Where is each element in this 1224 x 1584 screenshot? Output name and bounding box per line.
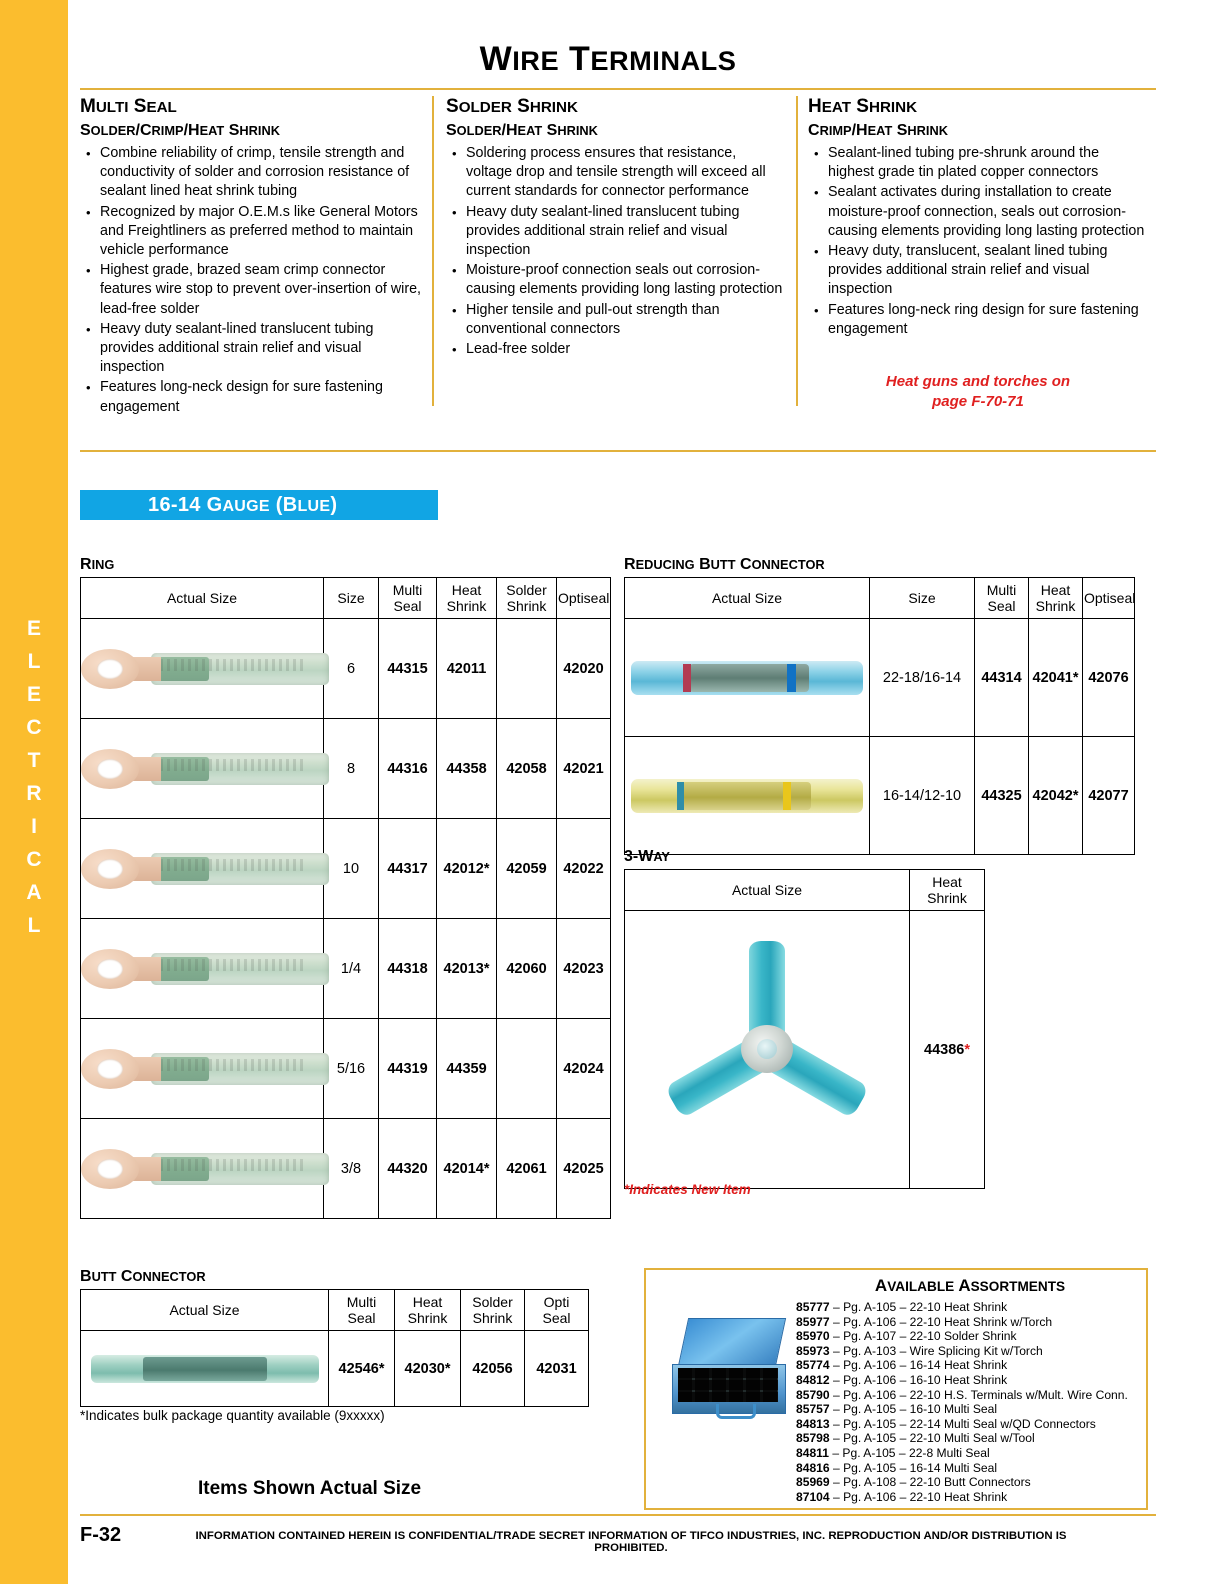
table-row — [81, 1119, 611, 1219]
cell-optiseal: 42076 — [1083, 619, 1135, 737]
col-heat-shrink-line2: Shrink — [927, 890, 967, 906]
cell-heat-shrink: 42013* — [437, 919, 497, 1019]
assortment-description: – Pg. A-108 – 22-10 Butt Connectors — [829, 1475, 1031, 1490]
cell-solder-shrink: 42058 — [497, 719, 557, 819]
reducing-butt-table — [624, 577, 1135, 855]
cell-heat-shrink: 42041* — [1029, 619, 1083, 737]
assortment-code: 85973 — [796, 1343, 830, 1358]
feature-subheading: SOLDER/CRIMP/HEAT SHRINK — [80, 122, 280, 139]
assortment-description: – Pg. A-105 – 22-8 Multi Seal — [828, 1445, 990, 1460]
list-item: • Sealant-lined tubing pre-shrunk around the highest grade tin plated copper connectors — [808, 144, 1148, 182]
assortments-list — [796, 1300, 1146, 1504]
assortment-description: – Pg. A-106 – 16-10 Heat Shrink — [829, 1372, 1008, 1387]
assortment-row — [796, 1388, 1146, 1403]
col-solder-shrink — [461, 1290, 525, 1331]
heat-guns-note — [808, 372, 1148, 412]
assortment-code: 84813 — [796, 1416, 830, 1431]
cell-multi-seal: 44320 — [379, 1119, 437, 1219]
cell-solder-shrink — [497, 1019, 557, 1119]
cell-multi-seal: 42546* — [329, 1331, 395, 1407]
table-row — [81, 719, 611, 819]
assortment-description: – Pg. A-107 – 22-10 Solder Shrink — [829, 1329, 1017, 1344]
list-item: • Higher tensile and pull-out strength than conventional connectors — [446, 301, 784, 339]
assortment-code: 85790 — [796, 1387, 830, 1402]
side-tab-letter: T — [27, 749, 41, 772]
product-image-reducing-butt-blue — [625, 619, 870, 737]
assortment-description: – Pg. A-105 – 16-10 Multi Seal — [829, 1402, 998, 1417]
col-solder-shrink — [497, 578, 557, 619]
new-item-note: *Indicates New Item — [624, 1182, 751, 1197]
feature-column-heat-shrink — [808, 96, 1148, 340]
cell-heat-shrink: 44359 — [437, 1019, 497, 1119]
col-size: Size — [870, 578, 975, 619]
column-divider — [796, 96, 798, 406]
cell-multi-seal: 44317 — [379, 819, 437, 919]
cell-multi-seal: 44325 — [975, 737, 1029, 855]
feature-heading: HEAT SHRINK — [808, 96, 918, 117]
list-item: • Highest grade, brazed seam crimp connector features wire stop to prevent over-insertion of wire, lead-free solder — [80, 261, 428, 319]
three-way-table-title: 3-WAY — [624, 848, 670, 865]
cell-multi-seal: 44314 — [975, 619, 1029, 737]
electrical-side-tab — [0, 0, 68, 1584]
assortment-code: 85970 — [796, 1329, 830, 1344]
assortment-code: 84812 — [796, 1372, 830, 1387]
table-row — [81, 919, 611, 1019]
bulk-package-note: *Indicates bulk package quantity available (9xxxxx) — [80, 1408, 385, 1423]
reducing-butt-connector-section — [624, 556, 1134, 855]
assortment-case-image — [670, 1318, 788, 1426]
cell-opti-seal: 42031 — [525, 1331, 589, 1407]
cell-size: 5/16 — [324, 1019, 379, 1119]
assortment-row — [796, 1417, 1146, 1432]
assortment-description: – Pg. A-106 – 22-10 H.S. Terminals w/Mult. Wire Conn. — [829, 1387, 1128, 1402]
assortment-row — [796, 1344, 1146, 1359]
list-item: • Heavy duty sealant-lined translucent tubing provides additional strain relief and visual inspection — [446, 203, 784, 261]
assortment-row — [796, 1315, 1146, 1330]
product-image-ring-terminal — [81, 619, 324, 719]
list-item: • Moisture-proof connection seals out corrosion-causing elements providing long lasting protection — [446, 261, 784, 299]
col-heat-shrink-line1: Heat — [412, 1294, 443, 1310]
col-multi-seal — [379, 578, 437, 619]
column-divider — [432, 96, 434, 406]
cell-heat-shrink: 42012* — [437, 819, 497, 919]
product-image-ring-terminal — [81, 919, 324, 1019]
assortment-code: 85774 — [796, 1358, 830, 1373]
col-heat-shrink-line2: Shrink — [446, 598, 487, 614]
col-opti-seal-line1: Opti — [543, 1294, 570, 1310]
side-tab-letter: L — [27, 914, 41, 937]
assortment-description: – Pg. A-103 – Wire Splicing Kit w/Torch — [829, 1343, 1043, 1358]
side-tab-letter: E — [26, 617, 41, 640]
assortment-row — [796, 1475, 1146, 1490]
heat-guns-note-line2: page F-70-71 — [932, 393, 1024, 410]
col-multi-seal-line1: Multi — [346, 1294, 377, 1310]
assortment-row — [796, 1329, 1146, 1344]
feature-subheading: SOLDER/HEAT SHRINK — [446, 122, 598, 139]
assortment-row — [796, 1461, 1146, 1476]
cell-heat-shrink: 42011 — [437, 619, 497, 719]
assortment-row — [796, 1431, 1146, 1446]
new-item-star: * — [964, 1041, 970, 1058]
feature-bullet-list — [80, 144, 428, 417]
table-row — [625, 619, 1135, 737]
col-actual-size: Actual Size — [81, 1290, 329, 1331]
list-item: • Features long-neck ring design for sure fastening engagement — [808, 301, 1148, 339]
col-multi-seal-line2: Seal — [393, 598, 422, 614]
table-row — [81, 1019, 611, 1119]
reducing-butt-table-title: REDUCING BUTT CONNECTOR — [624, 556, 825, 573]
assortments-title: AVAILABLE ASSORTMENTS — [874, 1276, 1066, 1295]
col-heat-shrink — [1029, 578, 1083, 619]
cell-multi-seal: 44315 — [379, 619, 437, 719]
cell-optiseal: 42023 — [557, 919, 611, 1019]
three-way-table — [624, 869, 985, 1189]
col-actual-size: Actual Size — [625, 870, 910, 911]
cell-size: 3/8 — [324, 1119, 379, 1219]
side-tab-letter: C — [26, 716, 42, 739]
cell-solder-shrink: 42059 — [497, 819, 557, 919]
side-tab-letter: A — [26, 881, 42, 904]
table-header-row — [81, 578, 611, 619]
assortment-row — [796, 1490, 1146, 1505]
assortment-code: 85757 — [796, 1402, 830, 1417]
list-item: • Lead-free solder — [446, 340, 784, 359]
assortment-row — [796, 1373, 1146, 1388]
confidential-notice: INFORMATION CONTAINED HEREIN IS CONFIDENTIAL/TRADE SECRET INFORMATION OF TIFCO INDUSTRIES, INC. REPRODUCTION AND/OR DISTRIBUTION IS PROHIBITED. — [195, 1530, 1067, 1554]
butt-connector-section — [80, 1268, 588, 1407]
col-solder-shrink-line1: Solder — [506, 582, 547, 598]
product-image-butt-connector — [81, 1331, 329, 1407]
col-multi-seal — [329, 1290, 395, 1331]
cell-optiseal: 42077 — [1083, 737, 1135, 855]
assortment-description: – Pg. A-106 – 16-14 Heat Shrink — [829, 1358, 1008, 1373]
side-tab-label — [0, 612, 68, 942]
feature-column-multi-seal — [80, 96, 428, 418]
assortment-code: 85977 — [796, 1314, 830, 1329]
assortment-code: 85969 — [796, 1475, 830, 1490]
cell-optiseal: 42024 — [557, 1019, 611, 1119]
col-heat-shrink — [910, 870, 985, 911]
side-tab-letter: I — [31, 815, 37, 838]
cell-optiseal: 42022 — [557, 819, 611, 919]
col-heat-shrink-line1: Heat — [451, 582, 482, 598]
col-solder-shrink-line1: Solder — [472, 1294, 513, 1310]
col-solder-shrink-line2: Shrink — [472, 1310, 513, 1326]
cell-heat-shrink — [910, 911, 985, 1189]
assortment-description: – Pg. A-106 – 22-10 Heat Shrink — [829, 1489, 1008, 1504]
list-item: • Combine reliability of crimp, tensile strength and conductivity of solder and corrosion resistance of sealant lined heat shrink tubing — [80, 144, 428, 202]
assortment-row — [796, 1300, 1146, 1315]
table-row — [625, 911, 985, 1189]
feature-heading: MULTI SEAL — [80, 96, 177, 117]
available-assortments-panel — [644, 1268, 1148, 1510]
assortment-code: 85777 — [796, 1300, 830, 1314]
cell-size: 1/4 — [324, 919, 379, 1019]
assortment-code: 84811 — [796, 1445, 829, 1460]
product-image-ring-terminal — [81, 719, 324, 819]
col-solder-shrink-line2: Shrink — [506, 598, 547, 614]
assortment-description: – Pg. A-105 – 22-10 Multi Seal w/Tool — [829, 1431, 1035, 1446]
product-image-ring-terminal — [81, 1119, 324, 1219]
title-divider — [80, 88, 1156, 90]
table-header-row — [625, 870, 985, 911]
col-multi-seal-line2: Seal — [987, 598, 1016, 614]
assortment-code: 85798 — [796, 1431, 830, 1446]
cell-size: 16-14/12-10 — [870, 737, 975, 855]
section-divider — [80, 450, 1156, 452]
col-optiseal: Optiseal — [1083, 578, 1135, 619]
cell-heat-shrink: 42042* — [1029, 737, 1083, 855]
side-tab-letter: E — [26, 683, 41, 706]
cell-optiseal: 42020 — [557, 619, 611, 719]
assortment-description: – Pg. A-105 – 22-10 Heat Shrink — [829, 1300, 1008, 1314]
assortment-description: – Pg. A-106 – 22-10 Heat Shrink w/Torch — [829, 1314, 1053, 1329]
col-opti-seal-line2: Seal — [542, 1310, 571, 1326]
cell-solder-shrink — [497, 619, 557, 719]
col-optiseal: Optiseal — [557, 578, 611, 619]
cell-size: 8 — [324, 719, 379, 819]
cell-heat-shrink: 42030* — [395, 1331, 461, 1407]
cell-size: 22-18/16-14 — [870, 619, 975, 737]
list-item: • Heavy duty sealant-lined translucent tubing provides additional strain relief and visual inspection — [80, 320, 428, 378]
cell-solder-shrink: 42060 — [497, 919, 557, 1019]
assortment-code: 84816 — [796, 1460, 830, 1475]
page-title: WIRE TERMINALS — [479, 40, 737, 78]
table-row — [81, 819, 611, 919]
assortment-row — [796, 1446, 1146, 1461]
assortment-row — [796, 1402, 1146, 1417]
col-multi-seal-line2: Seal — [347, 1310, 376, 1326]
list-item: • Features long-neck design for sure fastening engagement — [80, 378, 428, 416]
col-actual-size: Actual Size — [625, 578, 870, 619]
side-tab-letter: L — [27, 650, 41, 673]
feature-subheading: CRIMP/HEAT SHRINK — [808, 122, 948, 139]
three-way-part-number: 44386 — [924, 1041, 965, 1058]
catalog-page — [68, 0, 1224, 1584]
col-heat-shrink-line1: Heat — [932, 874, 962, 890]
col-heat-shrink — [437, 578, 497, 619]
table-header-row — [625, 578, 1135, 619]
page-number: F-32 — [80, 1524, 122, 1546]
cell-heat-shrink: 44358 — [437, 719, 497, 819]
ring-table — [80, 577, 611, 1219]
cell-multi-seal: 44318 — [379, 919, 437, 1019]
feature-bullet-list — [808, 144, 1148, 339]
product-image-ring-terminal — [81, 1019, 324, 1119]
col-heat-shrink-line2: Shrink — [1035, 598, 1076, 614]
col-multi-seal-line1: Multi — [986, 582, 1017, 598]
list-item: • Soldering process ensures that resistance, voltage drop and tensile strength will exceed all current standards for connector performance — [446, 144, 784, 202]
table-row — [625, 737, 1135, 855]
ring-section — [80, 556, 610, 1219]
three-way-section — [624, 848, 984, 1189]
feature-bullet-list — [446, 144, 784, 359]
list-item: • Recognized by major O.E.M.s like General Motors and Freightliners as preferred method to maintain vehicle performance — [80, 203, 428, 261]
cell-solder-shrink: 42061 — [497, 1119, 557, 1219]
col-actual-size: Actual Size — [81, 578, 324, 619]
col-heat-shrink-line1: Heat — [1040, 582, 1071, 598]
cell-optiseal: 42025 — [557, 1119, 611, 1219]
assortment-description: – Pg. A-105 – 16-14 Multi Seal — [829, 1460, 998, 1475]
col-multi-seal — [975, 578, 1029, 619]
col-size: Size — [324, 578, 379, 619]
product-image-reducing-butt-yellow — [625, 737, 870, 855]
ring-table-title: RING — [80, 556, 115, 573]
cell-multi-seal: 44316 — [379, 719, 437, 819]
assortment-row — [796, 1358, 1146, 1373]
gauge-banner: 16-14 GAUGE (BLUE) — [80, 490, 438, 520]
items-shown-actual-size: Items Shown Actual Size — [198, 1478, 422, 1499]
table-header-row — [81, 1290, 589, 1331]
cell-optiseal: 42021 — [557, 719, 611, 819]
cell-multi-seal: 44319 — [379, 1019, 437, 1119]
butt-connector-table-title: BUTT CONNECTOR — [80, 1268, 206, 1285]
cell-size: 6 — [324, 619, 379, 719]
col-multi-seal-line1: Multi — [392, 582, 423, 598]
heat-guns-note-line1: Heat guns and torches on — [885, 373, 1071, 390]
table-row — [81, 1331, 589, 1407]
list-item: • Heavy duty, translucent, sealant lined tubing provides additional strain relief and visual inspection — [808, 242, 1148, 300]
feature-heading: SOLDER SHRINK — [446, 96, 578, 117]
footer-divider — [80, 1514, 1156, 1516]
product-image-three-way-connector — [625, 911, 910, 1189]
col-opti-seal — [525, 1290, 589, 1331]
cell-heat-shrink: 42014* — [437, 1119, 497, 1219]
side-tab-letter: C — [26, 848, 42, 871]
feature-column-solder-shrink — [446, 96, 784, 360]
assortment-description: – Pg. A-105 – 22-14 Multi Seal w/QD Connectors — [829, 1416, 1096, 1431]
product-image-ring-terminal — [81, 819, 324, 919]
col-heat-shrink — [395, 1290, 461, 1331]
butt-connector-table — [80, 1289, 589, 1407]
assortment-code: 87104 — [796, 1489, 830, 1504]
col-heat-shrink-line2: Shrink — [407, 1310, 448, 1326]
cell-size: 10 — [324, 819, 379, 919]
cell-solder-shrink: 42056 — [461, 1331, 525, 1407]
table-row — [81, 619, 611, 719]
side-tab-letter: R — [26, 782, 42, 805]
list-item: • Sealant activates during installation to create moisture-proof connection, seals out corrosion-causing elements providing long lasting protection — [808, 183, 1148, 241]
